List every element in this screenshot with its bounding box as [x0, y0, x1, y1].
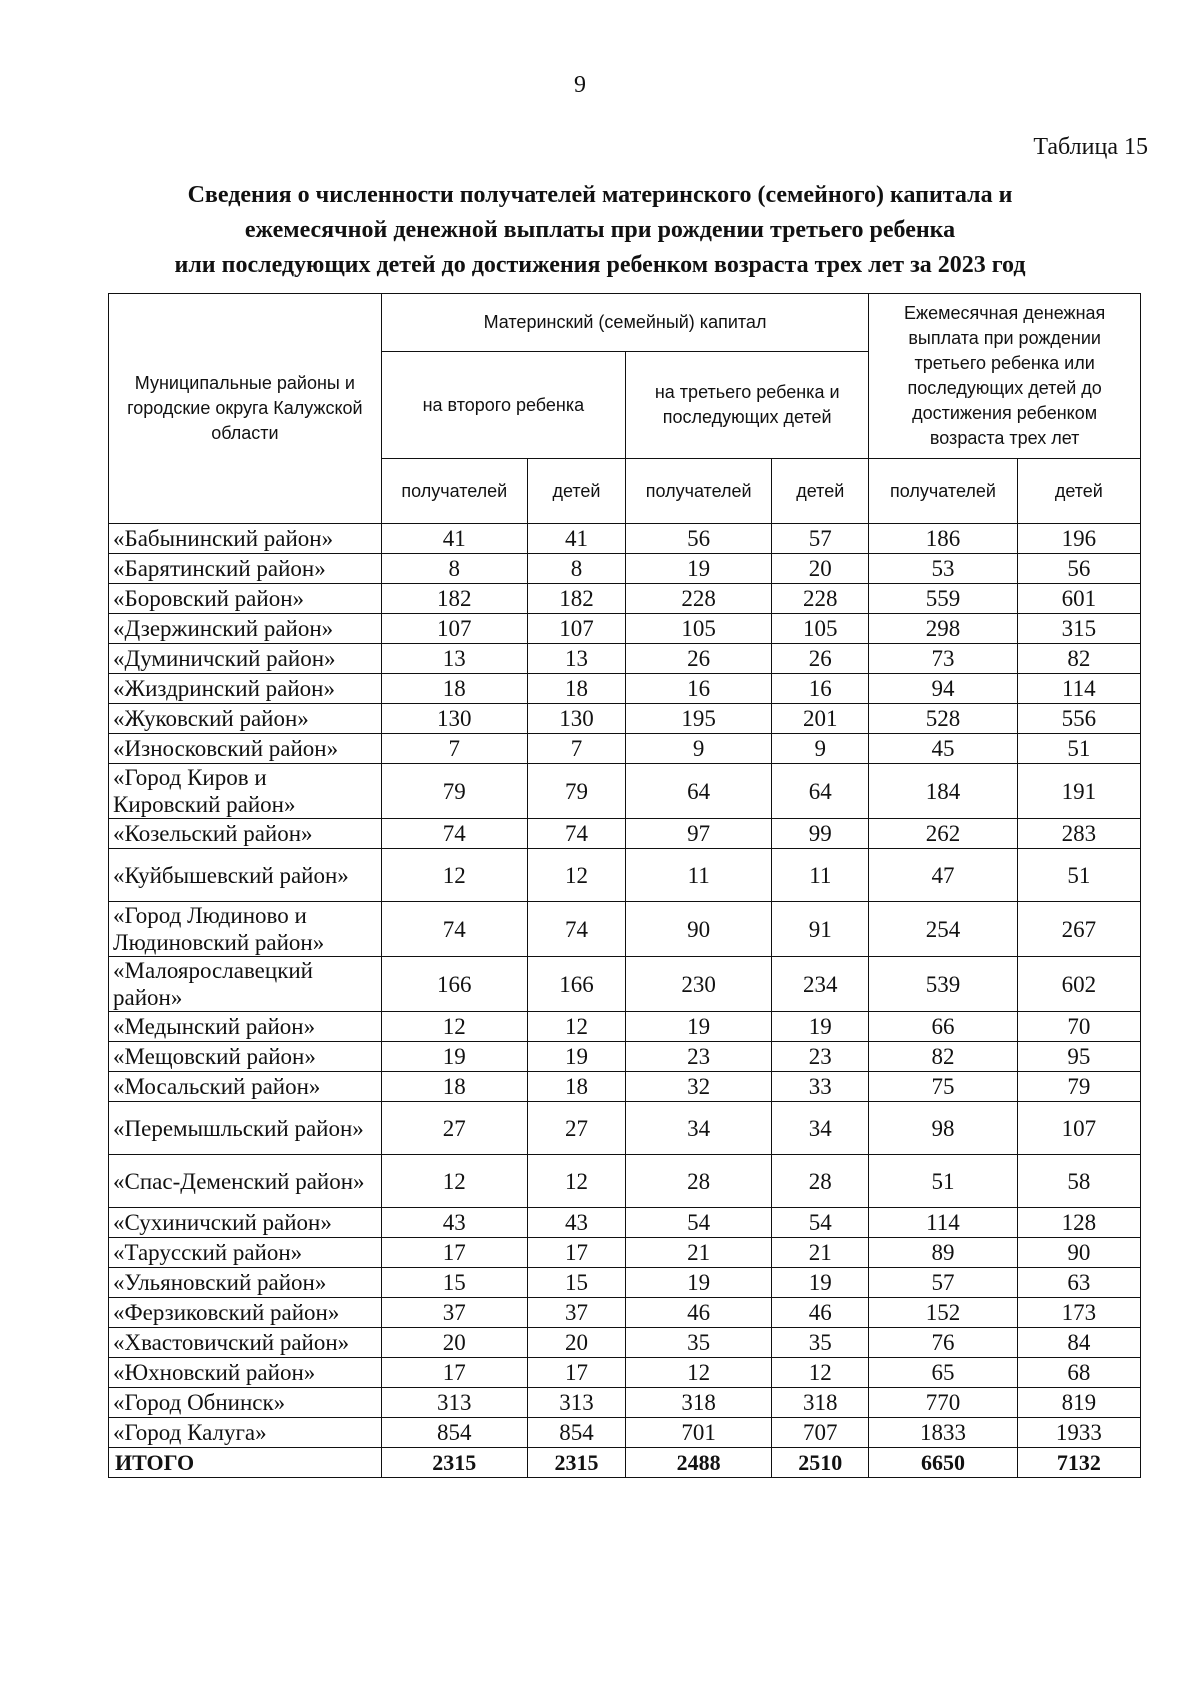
value-cell: 182 — [381, 584, 527, 614]
value-cell: 65 — [869, 1358, 1017, 1388]
value-cell: 23 — [772, 1042, 869, 1072]
value-cell: 267 — [1017, 902, 1140, 957]
value-cell: 43 — [527, 1208, 625, 1238]
value-cell: 313 — [527, 1388, 625, 1418]
value-cell: 195 — [626, 704, 772, 734]
value-cell: 64 — [772, 764, 869, 819]
value-cell: 19 — [381, 1042, 527, 1072]
value-cell: 34 — [772, 1102, 869, 1155]
value-cell: 68 — [1017, 1358, 1140, 1388]
header-recipients: получателей — [869, 459, 1017, 524]
value-cell: 76 — [869, 1328, 1017, 1358]
header-children: детей — [772, 459, 869, 524]
header-children: детей — [527, 459, 625, 524]
value-cell: 53 — [869, 554, 1017, 584]
municipality-name: «Мосальский район» — [109, 1072, 382, 1102]
header-recipients: получателей — [626, 459, 772, 524]
value-cell: 43 — [381, 1208, 527, 1238]
value-cell: 19 — [527, 1042, 625, 1072]
value-cell: 601 — [1017, 584, 1140, 614]
value-cell: 91 — [772, 902, 869, 957]
value-cell: 313 — [381, 1388, 527, 1418]
value-cell: 12 — [381, 849, 527, 902]
value-cell: 99 — [772, 819, 869, 849]
table-number: Таблица 15 — [1033, 134, 1148, 160]
municipality-name: «Спас-Деменский район» — [109, 1155, 382, 1208]
table-row — [109, 1072, 1141, 1102]
value-cell: 41 — [527, 524, 625, 554]
value-cell: 21 — [772, 1238, 869, 1268]
value-cell: 8 — [527, 554, 625, 584]
table-row — [109, 849, 1141, 902]
value-cell: 2510 — [772, 1448, 869, 1478]
value-cell: 95 — [1017, 1042, 1140, 1072]
value-cell: 32 — [626, 1072, 772, 1102]
value-cell: 15 — [381, 1268, 527, 1298]
value-cell: 184 — [869, 764, 1017, 819]
value-cell: 23 — [626, 1042, 772, 1072]
municipality-name: «Перемышльский район» — [109, 1102, 382, 1155]
value-cell: 37 — [381, 1298, 527, 1328]
table-row — [109, 734, 1141, 764]
table-title — [120, 178, 1080, 283]
value-cell: 20 — [527, 1328, 625, 1358]
municipality-name: «Медынский район» — [109, 1012, 382, 1042]
title-line: ежемесячной денежной выплаты при рождении третьего ребенка — [244, 217, 956, 243]
value-cell: 128 — [1017, 1208, 1140, 1238]
value-cell: 12 — [381, 1155, 527, 1208]
value-cell: 97 — [626, 819, 772, 849]
value-cell: 17 — [381, 1238, 527, 1268]
table-row — [109, 1328, 1141, 1358]
header-children: детей — [1017, 459, 1140, 524]
value-cell: 12 — [772, 1358, 869, 1388]
table-row — [109, 1268, 1141, 1298]
value-cell: 186 — [869, 524, 1017, 554]
value-cell: 182 — [527, 584, 625, 614]
header-recipients: получателей — [381, 459, 527, 524]
table-row — [109, 584, 1141, 614]
value-cell: 107 — [527, 614, 625, 644]
value-cell: 130 — [527, 704, 625, 734]
value-cell: 556 — [1017, 704, 1140, 734]
value-cell: 21 — [626, 1238, 772, 1268]
table-row — [109, 524, 1141, 554]
value-cell: 74 — [381, 902, 527, 957]
value-cell: 17 — [381, 1358, 527, 1388]
value-cell: 58 — [1017, 1155, 1140, 1208]
municipality-name: «Город Калуга» — [109, 1418, 382, 1448]
table-row — [109, 902, 1141, 957]
value-cell: 18 — [381, 674, 527, 704]
municipality-name: «Мещовский район» — [109, 1042, 382, 1072]
value-cell: 173 — [1017, 1298, 1140, 1328]
value-cell: 19 — [772, 1268, 869, 1298]
value-cell: 35 — [772, 1328, 869, 1358]
value-cell: 283 — [1017, 819, 1140, 849]
value-cell: 298 — [869, 614, 1017, 644]
value-cell: 18 — [527, 1072, 625, 1102]
municipality-name: «Износковский район» — [109, 734, 382, 764]
value-cell: 228 — [626, 584, 772, 614]
page-number: 9 — [574, 72, 586, 98]
table-row — [109, 1388, 1141, 1418]
table-row — [109, 819, 1141, 849]
municipality-name: «Город Людиново и Людиновский район» — [109, 902, 382, 957]
value-cell: 73 — [869, 644, 1017, 674]
value-cell: 45 — [869, 734, 1017, 764]
value-cell: 13 — [527, 644, 625, 674]
value-cell: 51 — [1017, 734, 1140, 764]
value-cell: 19 — [626, 1012, 772, 1042]
value-cell: 16 — [626, 674, 772, 704]
value-cell: 17 — [527, 1358, 625, 1388]
table-row — [109, 1418, 1141, 1448]
value-cell: 37 — [527, 1298, 625, 1328]
value-cell: 84 — [1017, 1328, 1140, 1358]
value-cell: 234 — [772, 957, 869, 1012]
value-cell: 6650 — [869, 1448, 1017, 1478]
value-cell: 228 — [772, 584, 869, 614]
value-cell: 8 — [381, 554, 527, 584]
value-cell: 262 — [869, 819, 1017, 849]
value-cell: 107 — [1017, 1102, 1140, 1155]
value-cell: 12 — [527, 1012, 625, 1042]
value-cell: 79 — [381, 764, 527, 819]
table-row — [109, 1298, 1141, 1328]
value-cell: 114 — [1017, 674, 1140, 704]
value-cell: 34 — [626, 1102, 772, 1155]
value-cell: 64 — [626, 764, 772, 819]
table-row — [109, 1155, 1141, 1208]
value-cell: 559 — [869, 584, 1017, 614]
value-cell: 152 — [869, 1298, 1017, 1328]
value-cell: 33 — [772, 1072, 869, 1102]
value-cell: 74 — [381, 819, 527, 849]
municipality-name: «Бабынинский район» — [109, 524, 382, 554]
table-row — [109, 957, 1141, 1012]
value-cell: 539 — [869, 957, 1017, 1012]
value-cell: 63 — [1017, 1268, 1140, 1298]
value-cell: 70 — [1017, 1012, 1140, 1042]
value-cell: 12 — [527, 1155, 625, 1208]
municipality-name: «Город Киров и Кировский район» — [109, 764, 382, 819]
table-row — [109, 554, 1141, 584]
total-row — [109, 1448, 1141, 1478]
value-cell: 74 — [527, 819, 625, 849]
municipality-name: «Юхновский район» — [109, 1358, 382, 1388]
table-row — [109, 644, 1141, 674]
value-cell: 82 — [1017, 644, 1140, 674]
value-cell: 18 — [527, 674, 625, 704]
municipality-name: «Жиздринский район» — [109, 674, 382, 704]
municipality-name: «Ульяновский район» — [109, 1268, 382, 1298]
table-row — [109, 1208, 1141, 1238]
value-cell: 11 — [626, 849, 772, 902]
value-cell: 114 — [869, 1208, 1017, 1238]
municipality-name: «Ферзиковский район» — [109, 1298, 382, 1328]
value-cell: 105 — [626, 614, 772, 644]
value-cell: 13 — [381, 644, 527, 674]
value-cell: 41 — [381, 524, 527, 554]
table-row — [109, 1238, 1141, 1268]
value-cell: 528 — [869, 704, 1017, 734]
value-cell: 19 — [626, 554, 772, 584]
value-cell: 819 — [1017, 1388, 1140, 1418]
value-cell: 27 — [527, 1102, 625, 1155]
value-cell: 230 — [626, 957, 772, 1012]
value-cell: 19 — [772, 1012, 869, 1042]
value-cell: 94 — [869, 674, 1017, 704]
value-cell: 20 — [381, 1328, 527, 1358]
value-cell: 166 — [381, 957, 527, 1012]
table-row — [109, 764, 1141, 819]
value-cell: 9 — [772, 734, 869, 764]
municipality-name: «Козельский район» — [109, 819, 382, 849]
value-cell: 166 — [527, 957, 625, 1012]
value-cell: 79 — [1017, 1072, 1140, 1102]
value-cell: 318 — [772, 1388, 869, 1418]
table-row — [109, 1358, 1141, 1388]
value-cell: 2488 — [626, 1448, 772, 1478]
table-row — [109, 1042, 1141, 1072]
value-cell: 20 — [772, 554, 869, 584]
value-cell: 7132 — [1017, 1448, 1140, 1478]
value-cell: 130 — [381, 704, 527, 734]
value-cell: 602 — [1017, 957, 1140, 1012]
municipality-name: «Куйбышевский район» — [109, 849, 382, 902]
value-cell: 11 — [772, 849, 869, 902]
value-cell: 54 — [772, 1208, 869, 1238]
value-cell: 196 — [1017, 524, 1140, 554]
municipality-name: «Жуковский район» — [109, 704, 382, 734]
value-cell: 89 — [869, 1238, 1017, 1268]
value-cell: 90 — [626, 902, 772, 957]
table-row — [109, 674, 1141, 704]
table-row — [109, 1102, 1141, 1155]
municipality-name: «Думиничский район» — [109, 644, 382, 674]
value-cell: 7 — [527, 734, 625, 764]
value-cell: 1933 — [1017, 1418, 1140, 1448]
value-cell: 28 — [626, 1155, 772, 1208]
value-cell: 57 — [869, 1268, 1017, 1298]
value-cell: 46 — [772, 1298, 869, 1328]
value-cell: 107 — [381, 614, 527, 644]
value-cell: 26 — [626, 644, 772, 674]
value-cell: 18 — [381, 1072, 527, 1102]
value-cell: 12 — [381, 1012, 527, 1042]
value-cell: 17 — [527, 1238, 625, 1268]
value-cell: 51 — [869, 1155, 1017, 1208]
header-second-child: на второго ребенка — [381, 352, 625, 459]
value-cell: 201 — [772, 704, 869, 734]
municipality-name: «Малоярославецкий район» — [109, 957, 382, 1012]
municipality-name: «Тарусский район» — [109, 1238, 382, 1268]
value-cell: 74 — [527, 902, 625, 957]
value-cell: 701 — [626, 1418, 772, 1448]
value-cell: 19 — [626, 1268, 772, 1298]
value-cell: 57 — [772, 524, 869, 554]
value-cell: 56 — [626, 524, 772, 554]
value-cell: 16 — [772, 674, 869, 704]
value-cell: 254 — [869, 902, 1017, 957]
value-cell: 75 — [869, 1072, 1017, 1102]
value-cell: 2315 — [527, 1448, 625, 1478]
value-cell: 56 — [1017, 554, 1140, 584]
value-cell: 66 — [869, 1012, 1017, 1042]
value-cell: 9 — [626, 734, 772, 764]
value-cell: 191 — [1017, 764, 1140, 819]
value-cell: 12 — [626, 1358, 772, 1388]
value-cell: 28 — [772, 1155, 869, 1208]
value-cell: 854 — [381, 1418, 527, 1448]
value-cell: 854 — [527, 1418, 625, 1448]
value-cell: 46 — [626, 1298, 772, 1328]
value-cell: 707 — [772, 1418, 869, 1448]
header-maternity-capital: Материнский (семейный) капитал — [381, 294, 869, 352]
header-municipality: Муниципальные районы и городские округа Калужской области — [109, 294, 382, 524]
value-cell: 54 — [626, 1208, 772, 1238]
value-cell: 35 — [626, 1328, 772, 1358]
title-line: Сведения о численности получателей материнского (семейного) капитала и — [187, 182, 1013, 208]
value-cell: 26 — [772, 644, 869, 674]
value-cell: 1833 — [869, 1418, 1017, 1448]
header-third-child: на третьего ребенка и последующих детей — [626, 352, 869, 459]
municipality-name: «Хвастовичский район» — [109, 1328, 382, 1358]
value-cell: 82 — [869, 1042, 1017, 1072]
table-row — [109, 614, 1141, 644]
value-cell: 318 — [626, 1388, 772, 1418]
value-cell: 27 — [381, 1102, 527, 1155]
value-cell: 770 — [869, 1388, 1017, 1418]
municipality-name: «Барятинский район» — [109, 554, 382, 584]
title-line: или последующих детей до достижения ребенком возраста трех лет за 2023 год — [174, 252, 1026, 278]
value-cell: 12 — [527, 849, 625, 902]
municipality-name: «Боровский район» — [109, 584, 382, 614]
value-cell: 47 — [869, 849, 1017, 902]
value-cell: 98 — [869, 1102, 1017, 1155]
value-cell: 90 — [1017, 1238, 1140, 1268]
table-row — [109, 1012, 1141, 1042]
value-cell: 7 — [381, 734, 527, 764]
header-monthly-payment: Ежемесячная денежная выплата при рождении третьего ребенка или последующих детей до достижения ребенком возраста трех лет — [869, 294, 1141, 459]
value-cell: 105 — [772, 614, 869, 644]
table-row — [109, 704, 1141, 734]
value-cell: 79 — [527, 764, 625, 819]
value-cell: 51 — [1017, 849, 1140, 902]
value-cell: 2315 — [381, 1448, 527, 1478]
municipality-name: «Дзержинский район» — [109, 614, 382, 644]
municipality-name: «Город Обнинск» — [109, 1388, 382, 1418]
municipality-name: ИТОГО — [109, 1448, 382, 1478]
value-cell: 315 — [1017, 614, 1140, 644]
value-cell: 15 — [527, 1268, 625, 1298]
municipality-name: «Сухиничский район» — [109, 1208, 382, 1238]
recipients-table — [108, 293, 1141, 1478]
